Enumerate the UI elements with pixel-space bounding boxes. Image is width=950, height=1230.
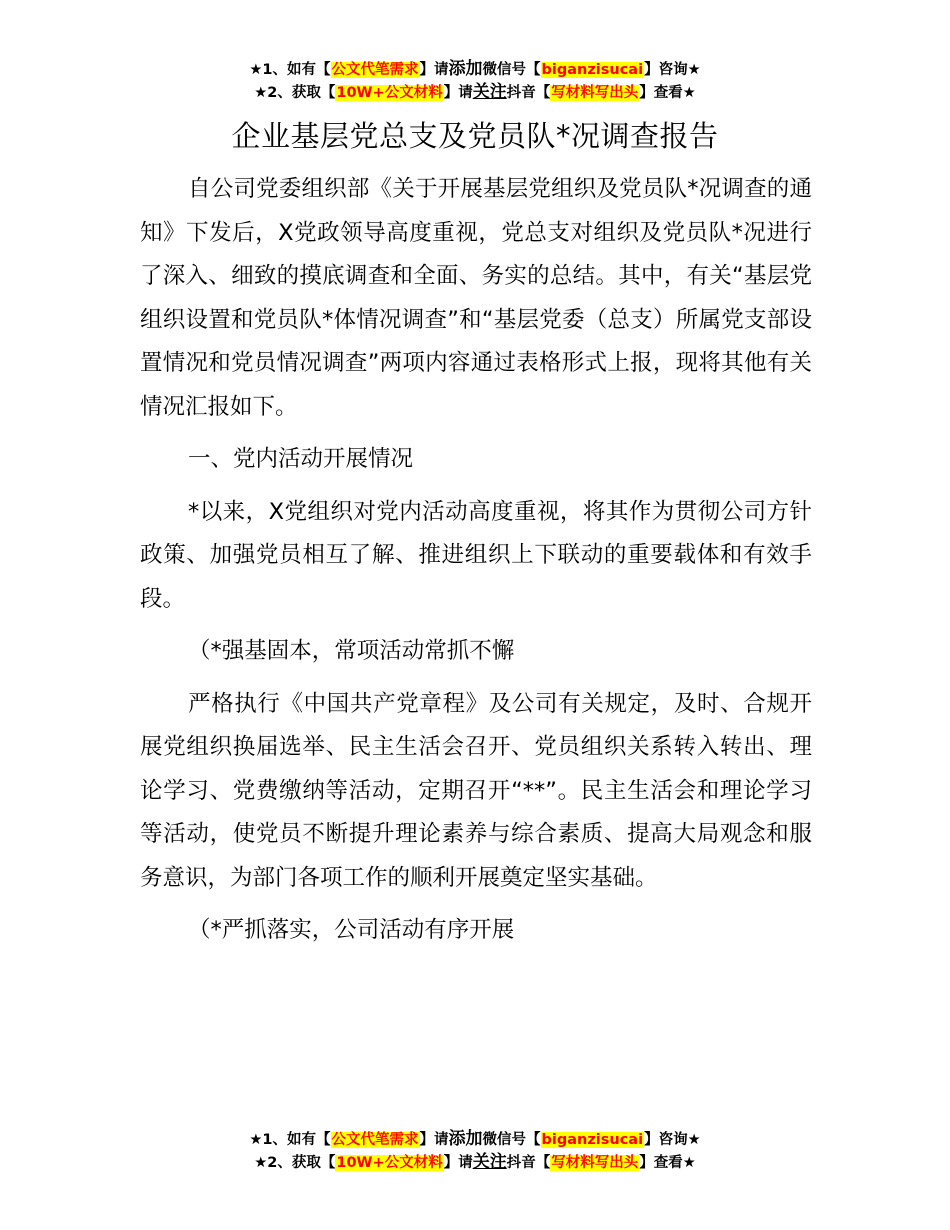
banner-highlight: 公文代笔需求 (331, 62, 419, 78)
banner-highlight: 10W+公文材料 (336, 1155, 443, 1171)
document-body (140, 168, 812, 962)
banner-emphasis: 关注 (472, 1152, 507, 1172)
banner-line-2 (0, 1151, 950, 1174)
banner-text: 】请 (443, 1155, 473, 1171)
banner-text: 】请 (419, 62, 449, 78)
banner-highlight: biganzisucai (541, 1132, 644, 1148)
banner-text: ★2、获取【 (254, 1155, 336, 1171)
banner-line-2 (0, 81, 950, 104)
banner-emphasis: 添加 (448, 1129, 483, 1149)
paragraph-intro: 自公司党委组织部《关于开展基层党组织及党员队*况调查的通知》下发后，X党政领导高度重视，党总支对组织及党员队*况进行了深入、细致的摸底调查和全面、务实的总结。其中，有关“基层党组织设置和党员队*体情况调查”和“基层党委（总支）所属党支部设置情况和党员情况调查”两项内容通过表格形式上报，现将其他有关情况汇报如下。 (140, 176, 812, 420)
banner-highlight: biganzisucai (541, 62, 644, 78)
banner-highlight: 10W+公文材料 (336, 85, 443, 101)
subsection-heading: （*强基固本，常项活动常抓不懈 (188, 638, 515, 664)
banner-highlight: 公文代笔需求 (331, 1132, 419, 1148)
banner-highlight: 写材料写出头 (551, 1155, 639, 1171)
banner-emphasis: 添加 (448, 59, 483, 79)
footer-banner (0, 1128, 950, 1174)
banner-text: ★1、如有【 (249, 1132, 331, 1148)
banner-text: 】查看★ (639, 85, 696, 101)
paragraph: 严格执行《中国共产党章程》及公司有关规定，及时、合规开展党组织换届选举、民主生活会召开、党员组织关系转入转出、理论学习、党费缴纳等活动，定期召开“**”。民主生活会和理论学习等活动，使党员不断提升理论素养与综合素质、提高大局观念和服务意识，为部门各项工作的顺利开展奠定坚实基础。 (140, 690, 812, 891)
header-banner (0, 58, 950, 104)
document-title: 企业基层党总支及党员队*况调查报告 (231, 119, 719, 153)
section-heading: 一、党内活动开展情况 (188, 446, 414, 472)
banner-text: 】请 (443, 85, 473, 101)
banner-text: 微信号【 (482, 62, 541, 78)
banner-text: ★2、获取【 (254, 85, 336, 101)
banner-text: 微信号【 (482, 1132, 541, 1148)
banner-highlight: 写材料写出头 (551, 85, 639, 101)
banner-text: 】查看★ (639, 1155, 696, 1171)
paragraph: *以来，X党组织对党内活动高度重视，将其作为贯彻公司方针政策、加强党员相互了解、推进组织上下联动的重要载体和有效手段。 (140, 498, 812, 612)
banner-text: ★1、如有【 (249, 62, 331, 78)
banner-line-1 (0, 58, 950, 81)
banner-text: 抖音【 (506, 1155, 551, 1171)
banner-text: 抖音【 (506, 85, 551, 101)
banner-emphasis: 关注 (472, 82, 507, 102)
banner-text: 】咨询★ (644, 1132, 701, 1148)
banner-text: 】咨询★ (644, 62, 701, 78)
subsection-heading: （*严抓落实，公司活动有序开展 (188, 917, 515, 943)
banner-text: 】请 (419, 1132, 449, 1148)
banner-line-1 (0, 1128, 950, 1151)
